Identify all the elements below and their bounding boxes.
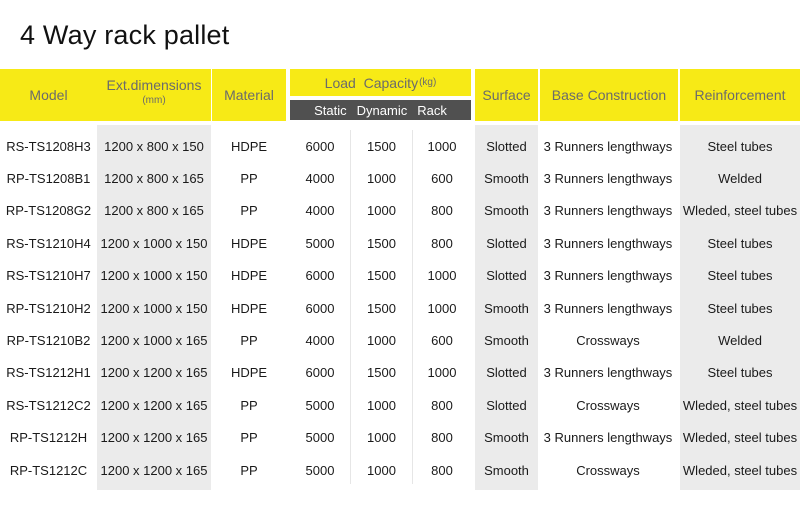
- base-construction-cell: 3 Runners lengthways: [543, 235, 673, 251]
- material-cell: PP: [240, 203, 258, 219]
- model-cell: RP-TS1212H: [9, 430, 88, 446]
- material-cell: PP: [240, 462, 258, 478]
- material-cell: HDPE: [230, 300, 268, 316]
- static-load-cell: 6000: [305, 138, 335, 154]
- reinforcement-cell: Steel tubes: [707, 138, 773, 154]
- header-ext-dimensions: [97, 69, 211, 121]
- table-row: [0, 260, 800, 292]
- ext-dimensions-cell: 1200 x 800 x 150: [104, 138, 204, 154]
- header-surface: [475, 69, 538, 121]
- header-model: [0, 69, 97, 121]
- surface-cell: Slotted: [486, 397, 527, 413]
- dynamic-load-cell: 1000: [367, 462, 396, 478]
- table-row: [0, 292, 800, 324]
- ext-dimensions-cell: 1200 x 1200 x 165: [100, 430, 208, 446]
- surface-cell: Slotted: [486, 268, 527, 284]
- ext-dimensions-cell: 1200 x 1200 x 165: [100, 462, 208, 478]
- base-construction-cell: Crossways: [576, 462, 640, 478]
- table-row: [0, 195, 800, 227]
- rack-load-cell: 1000: [427, 300, 457, 316]
- rack-load-cell: 600: [431, 170, 453, 186]
- surface-cell: Smooth: [484, 430, 529, 446]
- material-cell: PP: [240, 430, 258, 446]
- header-rack: Rack: [417, 102, 447, 118]
- dynamic-load-cell: 1500: [367, 365, 396, 381]
- base-construction-cell: 3 Runners lengthways: [543, 138, 673, 154]
- rack-load-cell: 1000: [427, 268, 457, 284]
- rack-load-cell: 600: [431, 332, 453, 348]
- ext-dimensions-cell: 1200 x 1000 x 150: [100, 268, 208, 284]
- table-row: [0, 324, 800, 356]
- surface-cell: Slotted: [486, 138, 527, 154]
- static-load-cell: 5000: [305, 430, 335, 446]
- ext-dimensions-cell: 1200 x 1000 x 150: [100, 300, 208, 316]
- static-load-cell: 5000: [305, 462, 335, 478]
- reinforcement-cell: Steel tubes: [707, 235, 773, 251]
- base-construction-cell: 3 Runners lengthways: [543, 430, 673, 446]
- material-cell: HDPE: [230, 268, 268, 284]
- base-construction-cell: 3 Runners lengthways: [543, 365, 673, 381]
- table-row: [0, 130, 800, 162]
- reinforcement-cell: Wleded, steel tubes: [682, 462, 798, 478]
- rack-load-cell: 800: [431, 203, 453, 219]
- material-cell: PP: [240, 397, 258, 413]
- surface-cell: Smooth: [484, 170, 529, 186]
- dynamic-load-cell: 1500: [367, 138, 396, 154]
- reinforcement-cell: Wleded, steel tubes: [682, 397, 798, 413]
- dynamic-load-cell: 1500: [367, 300, 396, 316]
- ext-dimensions-cell: 1200 x 800 x 165: [104, 203, 204, 219]
- surface-cell: Smooth: [484, 203, 529, 219]
- dynamic-load-cell: 1500: [367, 268, 396, 284]
- model-cell: RP-TS1212C: [9, 462, 88, 478]
- static-load-cell: 6000: [305, 365, 335, 381]
- ext-dimensions-cell: 1200 x 1000 x 165: [100, 332, 208, 348]
- header-load-subcolumns: [290, 100, 471, 120]
- static-load-cell: 4000: [305, 203, 335, 219]
- base-construction-cell: 3 Runners lengthways: [543, 203, 673, 219]
- header-load-capacity-unit: (kg): [419, 77, 437, 88]
- table-row: [0, 454, 800, 486]
- dynamic-load-cell: 1500: [367, 235, 396, 251]
- rack-load-cell: 1000: [427, 365, 457, 381]
- surface-cell: Slotted: [486, 365, 527, 381]
- material-cell: HDPE: [230, 365, 268, 381]
- model-cell: RP-TS1208G2: [5, 203, 92, 219]
- header-model-label: Model: [29, 87, 68, 103]
- surface-cell: Smooth: [484, 300, 529, 316]
- surface-cell: Smooth: [484, 462, 529, 478]
- base-construction-cell: 3 Runners lengthways: [543, 170, 673, 186]
- static-load-cell: 4000: [305, 170, 335, 186]
- surface-cell: Slotted: [486, 235, 527, 251]
- reinforcement-cell: Wleded, steel tubes: [682, 203, 798, 219]
- base-construction-cell: Crossways: [576, 332, 640, 348]
- ext-dimensions-cell: 1200 x 1000 x 150: [100, 235, 208, 251]
- rack-load-cell: 1000: [427, 138, 457, 154]
- header-load-capacity: [290, 69, 471, 96]
- table-row: [0, 357, 800, 389]
- header-ext-dimensions-unit: (mm): [142, 95, 166, 106]
- base-construction-cell: 3 Runners lengthways: [543, 300, 673, 316]
- material-cell: HDPE: [230, 138, 268, 154]
- header-ext-dimensions-label: Ext.dimensions: [106, 77, 202, 93]
- static-load-cell: 6000: [305, 300, 335, 316]
- header-base-construction: [540, 69, 678, 121]
- table-row: [0, 389, 800, 421]
- table-row: [0, 422, 800, 454]
- reinforcement-cell: Steel tubes: [707, 268, 773, 284]
- model-cell: RS-TS1210H4: [6, 235, 91, 251]
- static-load-cell: 4000: [305, 332, 335, 348]
- reinforcement-cell: Welded: [718, 332, 762, 348]
- header-load-capacity-label: Load Capacity: [324, 74, 419, 91]
- header-dynamic: Dynamic: [356, 102, 408, 118]
- table-row: [0, 162, 800, 194]
- ext-dimensions-cell: 1200 x 800 x 165: [104, 170, 204, 186]
- dynamic-load-cell: 1000: [367, 332, 396, 348]
- model-cell: RP-TS1210H2: [6, 300, 91, 316]
- base-construction-cell: 3 Runners lengthways: [543, 268, 673, 284]
- header-material-label: Material: [224, 87, 274, 103]
- dynamic-load-cell: 1000: [367, 397, 396, 413]
- header-reinforcement-label: Reinforcement: [694, 87, 786, 103]
- reinforcement-cell: Welded: [718, 170, 762, 186]
- rack-load-cell: 800: [431, 235, 453, 251]
- dynamic-load-cell: 1000: [367, 430, 396, 446]
- model-cell: RS-TS1212H1: [6, 365, 91, 381]
- static-load-cell: 6000: [305, 268, 335, 284]
- rack-load-cell: 800: [431, 430, 453, 446]
- header-surface-label: Surface: [482, 87, 531, 103]
- rack-load-cell: 800: [431, 397, 453, 413]
- model-cell: RS-TS1208H3: [6, 138, 91, 154]
- material-cell: PP: [240, 332, 258, 348]
- reinforcement-cell: Wleded, steel tubes: [682, 430, 798, 446]
- dynamic-load-cell: 1000: [367, 203, 396, 219]
- header-material: [212, 69, 286, 121]
- base-construction-cell: Crossways: [576, 397, 640, 413]
- ext-dimensions-cell: 1200 x 1200 x 165: [100, 397, 208, 413]
- reinforcement-cell: Steel tubes: [707, 365, 773, 381]
- header-reinforcement: [680, 69, 800, 121]
- material-cell: HDPE: [230, 235, 268, 251]
- reinforcement-cell: Steel tubes: [707, 300, 773, 316]
- header-static: Static: [314, 102, 347, 118]
- rack-load-cell: 800: [431, 462, 453, 478]
- model-cell: RP-TS1210B2: [6, 332, 91, 348]
- ext-dimensions-cell: 1200 x 1200 x 165: [100, 365, 208, 381]
- header-base-construction-label: Base Construction: [551, 87, 667, 103]
- material-cell: PP: [240, 170, 258, 186]
- dynamic-load-cell: 1000: [367, 170, 396, 186]
- model-cell: RS-TS1210H7: [6, 268, 91, 284]
- surface-cell: Smooth: [484, 332, 529, 348]
- table-row: [0, 227, 800, 259]
- model-cell: RS-TS1212C2: [6, 397, 91, 413]
- static-load-cell: 5000: [305, 397, 335, 413]
- model-cell: RP-TS1208B1: [6, 170, 91, 186]
- page-title: 4 Way rack pallet: [20, 20, 230, 50]
- static-load-cell: 5000: [305, 235, 335, 251]
